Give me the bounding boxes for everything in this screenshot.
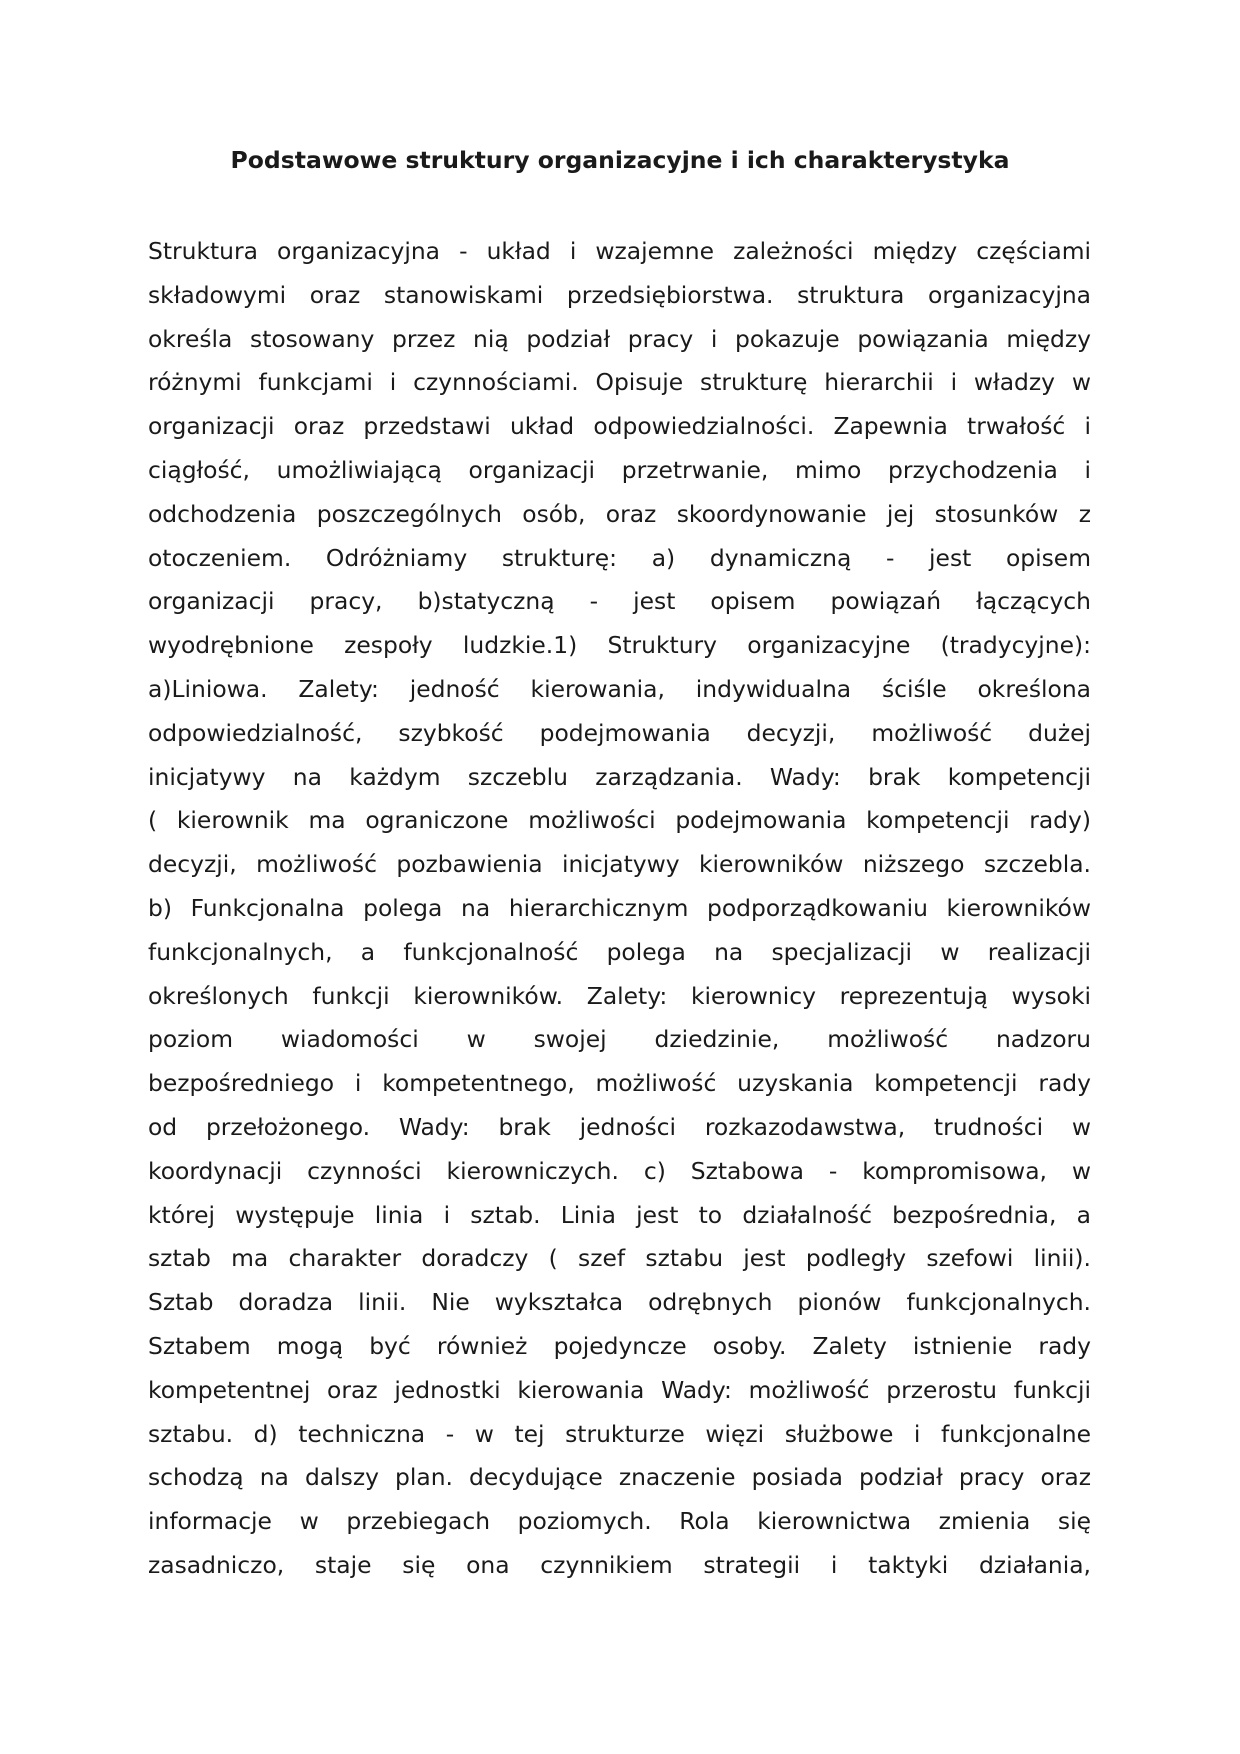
body-text-line: składowymi oraz stanowiskami przedsiębiorstwa. struktura organizacyjna (148, 280, 1091, 309)
body-text-line: określonych funkcji kierowników. Zalety: kierownicy reprezentują wysoki (148, 981, 1091, 1010)
body-text-line: odchodzenia poszczególnych osób, oraz skoordynowanie jej stosunków z (148, 499, 1091, 528)
body-text-line: określa stosowany przez nią podział pracy i pokazuje powiązania między (148, 324, 1091, 353)
body-text-line: informacje w przebiegach poziomych. Rola kierownictwa zmienia się (148, 1507, 1091, 1536)
body-text-line: sztabu. d) techniczna - w tej strukturze więzi służbowe i funkcjonalne (148, 1419, 1091, 1448)
body-text-line: sztab ma charakter doradczy ( szef sztabu jest podległy szefowi linii). (148, 1244, 1091, 1273)
body-text-line: b) Funkcjonalna polega na hierarchicznym podporządkowaniu kierowników (148, 893, 1091, 922)
body-text-line: poziom wiadomości w swojej dziedzinie, możliwość nadzoru (148, 1025, 1091, 1054)
body-text-line: inicjatywy na każdym szczeblu zarządzania. Wady: brak kompetencji (148, 762, 1091, 791)
body-text-line: bezpośredniego i kompetentnego, możliwość uzyskania kompetencji rady (148, 1069, 1091, 1098)
body-text-line: od przełożonego. Wady: brak jedności rozkazodawstwa, trudności w (148, 1112, 1091, 1141)
body-text-line: Sztabem mogą być również pojedyncze osoby. Zalety istnienie rady (148, 1331, 1091, 1360)
body-text-line: schodzą na dalszy plan. decydujące znaczenie posiada podział pracy oraz (148, 1463, 1091, 1492)
body-text-line: a)Liniowa. Zalety: jedność kierowania, indywidualna ściśle określona (148, 674, 1091, 703)
body-text-line: wyodrębnione zespoły ludzkie.1) Struktury organizacyjne (tradycyjne): (148, 631, 1091, 660)
body-text-line: zasadniczo, staje się ona czynnikiem strategii i taktyki działania, (148, 1550, 1091, 1579)
body-text-line: organizacji oraz przedstawi układ odpowiedzialności. Zapewnia trwałość i (148, 412, 1091, 441)
body-text-line: koordynacji czynności kierowniczych. c) Sztabowa - kompromisowa, w (148, 1156, 1091, 1185)
body-text-line: odpowiedzialność, szybkość podejmowania decyzji, możliwość dużej (148, 718, 1091, 747)
body-text-line: decyzji, możliwość pozbawienia inicjatywy kierowników niższego szczebla. (148, 850, 1091, 879)
body-text-line: ciągłość, umożliwiającą organizacji przetrwanie, mimo przychodzenia i (148, 455, 1091, 484)
body-text-line: której występuje linia i sztab. Linia jest to działalność bezpośrednia, a (148, 1200, 1091, 1229)
body-text-line: funkcjonalnych, a funkcjonalność polega na specjalizacji w realizacji (148, 937, 1091, 966)
body-text-line: różnymi funkcjami i czynnościami. Opisuje strukturę hierarchii i władzy w (148, 368, 1091, 397)
body-text-line: Struktura organizacyjna - układ i wzajemne zależności między częściami (148, 237, 1091, 265)
document-title: Podstawowe struktury organizacyjne i ich charakterystyka (230, 146, 1010, 174)
body-text-line: Sztab doradza linii. Nie wykształca odrębnych pionów funkcjonalnych. (148, 1288, 1091, 1317)
body-text-line: ( kierownik ma ograniczone możliwości podejmowania kompetencji rady) (148, 806, 1091, 835)
body-text-line: organizacji pracy, b)statyczną - jest opisem powiązań łączących (148, 587, 1091, 616)
body-text-line: kompetentnej oraz jednostki kierowania Wady: możliwość przerostu funkcji (148, 1375, 1091, 1404)
document-body (148, 230, 1091, 1588)
body-text-line: otoczeniem. Odróżniamy strukturę: a) dynamiczną - jest opisem (148, 543, 1091, 572)
